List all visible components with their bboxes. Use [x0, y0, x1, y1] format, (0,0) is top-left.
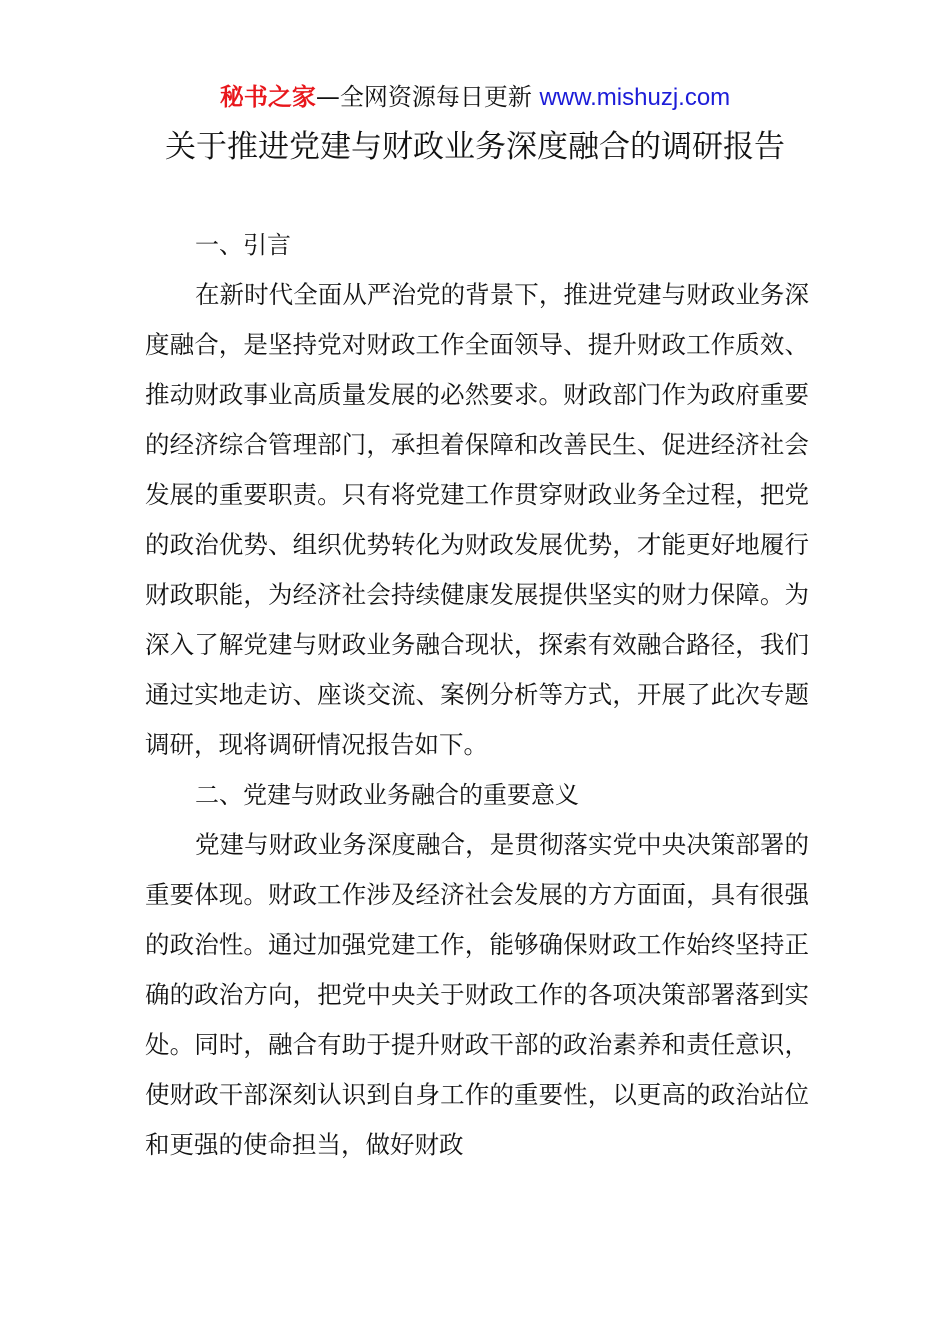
brand-name: 秘书之家 [219, 83, 316, 111]
site-banner [0, 80, 950, 115]
site-url-link[interactable]: www.mishuzj.com [539, 84, 731, 111]
section-heading-introduction: 一、引言 [195, 231, 291, 259]
section-paragraph-introduction: 在新时代全面从严治党的背景下，推进党建与财政业务深度融合，是坚持党对财政工作全面领导、提升财政工作质效、推动财政事业高质量发展的必然要求。财政部门作为政府重要的经济综合管理部门，承担着保障和改善民生、促进经济社会发展的重要职责。只有将党建工作贯穿财政业务全过程，把党的政治优势、组织优势转化为财政发展优势，才能更好地履行财政职能，为经济社会持续健康发展提供坚实的财力保障。为深入了解党建与财政业务融合现状，探索有效融合路径，我们通过实地走访、座谈交流、案例分析等方式，开展了此次专题调研，现将调研情况报告如下。 [145, 280, 809, 759]
document-body [145, 220, 809, 1170]
brand-tagline: —全网资源每日更新 [315, 83, 540, 111]
document-title: 关于推进党建与财政业务深度融合的调研报告 [165, 129, 785, 165]
section-heading-significance: 二、党建与财政业务融合的重要意义 [195, 781, 579, 809]
section-paragraph-significance: 党建与财政业务深度融合，是贯彻落实党中央决策部署的重要体现。财政工作涉及经济社会发展的方方面面，具有很强的政治性。通过加强党建工作，能够确保财政工作始终坚持正确的政治方向，把党中央关于财政工作的各项决策部署落到实处。同时，融合有助于提升财政干部的政治素养和责任意识，使财政干部深刻认识到自身工作的重要性，以更高的政治站位和更强的使命担当，做好财政 [145, 830, 809, 1159]
